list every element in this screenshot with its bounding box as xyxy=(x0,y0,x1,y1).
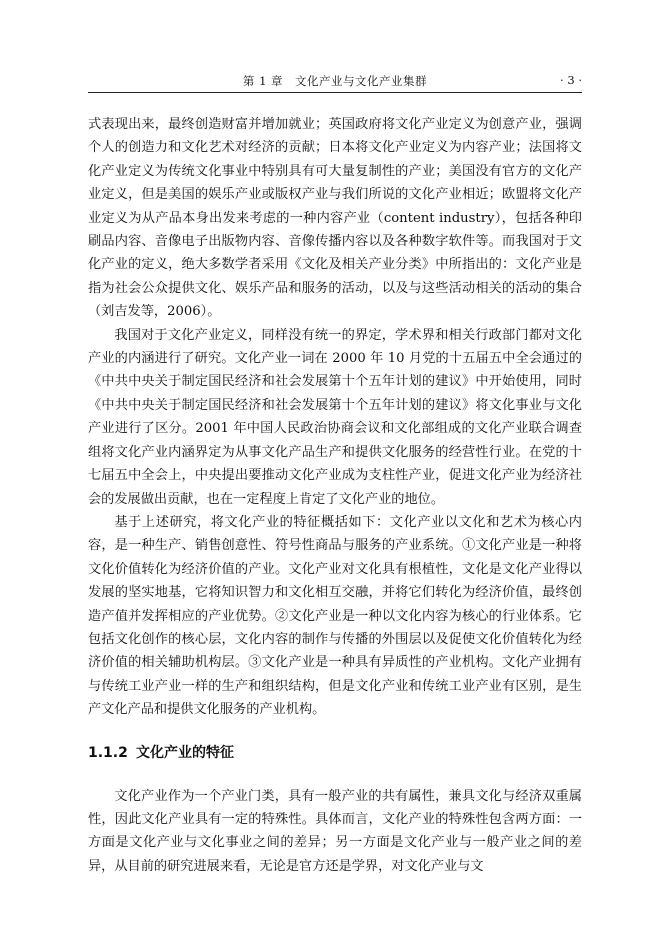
paragraph-china-definition: 我国对于文化产业定义，同样没有统一的界定，学术界和相关行政部门都对文化产业的内涵进行了研究。文化产业一词在 2000 年 10 月党的十五届五中全会通过的《中共中央关于制定国民经济和社会发展第十个五年计划的建议》中开始使用，同时《中共中央关于制定国民经济和社会发展第十个五年计划的建议》将文化事业与文化产业进行了区分。2001 年中国人民政治协商会议和文化部组成的文化产业联合调查组将文化产业内涵界定为从事文化产品生产和提供文化服务的经营性行业。在党的十七届五中全会上，中央提出要推动文化产业成为支柱性产业，促进文化产业为经济社会的发展做出贡献，也在一定程度上肯定了文化产业的地位。 xyxy=(88,327,582,507)
running-header xyxy=(88,72,582,93)
section-heading xyxy=(88,743,582,763)
section-title: 文化产业的特征 xyxy=(136,744,234,761)
page-number: · 3 · xyxy=(560,73,582,87)
paragraph-section-intro: 文化产业作为一个产业门类，具有一般产业的共有属性，兼具文化与经济双重属性，因此文化产业具有一定的特殊性。具体而言，文化产业的特殊性包含两方面：一方面是文化产业与文化事业之间的差异；另一方面是文化产业与一般产业之间的差异，从目前的研究进展来看，无论是官方还是学界，对文化产业与文 xyxy=(88,788,582,874)
body-text xyxy=(88,113,582,878)
paragraph-characteristics-summary: 基于上述研究，将文化产业的特征概括如下：文化产业以文化和艺术为核心内容，是一种生产、销售创意性、符号性商品与服务的产业系统。①文化产业是一种将文化价值转化为经济价值的产业。文化产业对文化具有根植性，文化是文化产业得以发展的坚实地基，它将知识智力和文化相互交融，并将它们转化为经济价值，最终创造产值并发挥相应的产业优势。②文化产业是一种以文化内容为核心的行业体系。它包括文化创作的核心层，文化内容的制作与传播的外围层以及促使文化价值转化为经济价值的相关辅助机构层。③文化产业是一种具有异质性的产业机构。文化产业拥有与传统工业产业一样的生产和组织结构，但是文化产业和传统工业产业有区别，是生产文化产品和提供文化服务的产业机构。 xyxy=(88,514,582,718)
chapter-title: 第 1 章 文化产业与文化产业集群 xyxy=(242,74,428,88)
section-number: 1.1.2 xyxy=(88,744,128,761)
paragraph-continued: 式表现出来，最终创造财富并增加就业；英国政府将文化产业定义为创意产业，强调个人的创造力和文化艺术对经济的贡献；日本将文化产业定义为内容产业；法国将文化产业定义为传统文化事业中特别具有可大量复制性的产业；美国没有官方的文化产业定义，但是美国的娱乐产业或版权产业与我们所说的文化产业相近；欧盟将文化产业定义为从产品本身出发来考虑的一种内容产业（content industry），包括各种印刷品内容、音像电子出版物内容、音像传播内容以及各种数字软件等。而我国对于文化产业的定义，绝大多数学者采用《文化及相关产业分类》中所指出的：文化产业是指为社会公众提供文化、娱乐产品和服务的活动，以及与这些活动相关的活动的集合（刘吉发等，2006）。 xyxy=(88,117,582,320)
